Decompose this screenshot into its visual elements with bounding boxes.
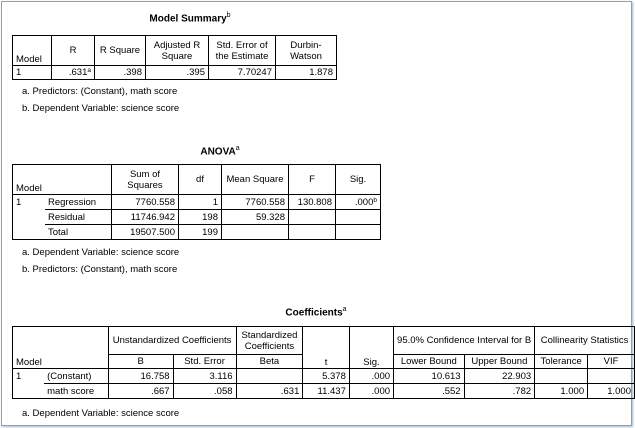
header-collinearity: Collinearity Statistics (535, 327, 635, 355)
header-upper-bound: Upper Bound (464, 355, 535, 369)
header-tolerance: Tolerance (535, 355, 588, 369)
cell-adj-r-square: .395 (146, 66, 209, 80)
header-adjusted-r-square: Adjusted R Square (146, 36, 209, 66)
table-row: 1 (Constant) 16.758 3.116 5.378 .000 10.613 22.903 (13, 369, 635, 384)
model-summary-table (12, 35, 337, 80)
header-sig: Sig. (336, 165, 381, 195)
header-t: t (303, 327, 350, 369)
header-r-square: R Square (95, 36, 146, 66)
header-beta: Beta (236, 355, 303, 369)
header-r: R (52, 36, 95, 66)
table-row: 1 Regression 7760.558 1 7760.558 130.808 .000$^b$ (13, 195, 381, 210)
cell-r: .631$^a$ (52, 66, 95, 80)
model-summary-title: Model Summary$^b$ (149, 12, 231, 25)
anova-note-b: b. Predictors: (Constant), math score (22, 264, 178, 275)
cell-durbin-watson: 1.878 (276, 66, 337, 80)
header-standardized: Standardized Coefficients (236, 327, 303, 355)
header-confidence-interval: 95.0% Confidence Interval for B (394, 327, 535, 355)
table-row: Total 19507.500 199 (13, 225, 381, 240)
header-f: F (289, 165, 336, 195)
header-b: B (108, 355, 173, 369)
cell-std-error: 7.70247 (209, 66, 276, 80)
header-unstandardized: Unstandardized Coefficients (108, 327, 236, 355)
header-df: df (179, 165, 222, 195)
anova-title: ANOVA$^a$ (200, 145, 240, 158)
header-std-error: Std. Error (173, 355, 236, 369)
cell-r-square: .398 (95, 66, 146, 80)
coefficients-note-a: a. Dependent Variable: science score (22, 408, 180, 419)
model-summary-note-b: b. Dependent Variable: science score (22, 103, 180, 114)
header-model: Model (13, 36, 52, 66)
header-sig: Sig. (349, 327, 393, 369)
header-model: Model (13, 165, 46, 195)
table-row: math score .667 .058 .631 11.437 .000 .552 .782 1.000 1.000 (13, 384, 635, 399)
header-lower-bound: Lower Bound (394, 355, 465, 369)
header-std-error: Std. Error of the Estimate (209, 36, 276, 66)
header-model: Model (13, 327, 109, 369)
header-sum-of-squares: Sum of Squares (112, 165, 179, 195)
anova-note-a: a. Dependent Variable: science score (22, 247, 180, 258)
row-model: 1 (13, 66, 52, 80)
header-source (45, 165, 112, 195)
table-row: Residual 11746.942 198 59.328 (13, 210, 381, 225)
header-durbin-watson: Durbin-Watson (276, 36, 337, 66)
coefficients-table (12, 326, 635, 399)
anova-table (12, 164, 381, 240)
coefficients-title: Coefficients$^a$ (285, 306, 347, 319)
header-mean-square: Mean Square (222, 165, 289, 195)
model-summary-note-a: a. Predictors: (Constant), math score (22, 86, 178, 97)
header-vif: VIF (588, 355, 635, 369)
